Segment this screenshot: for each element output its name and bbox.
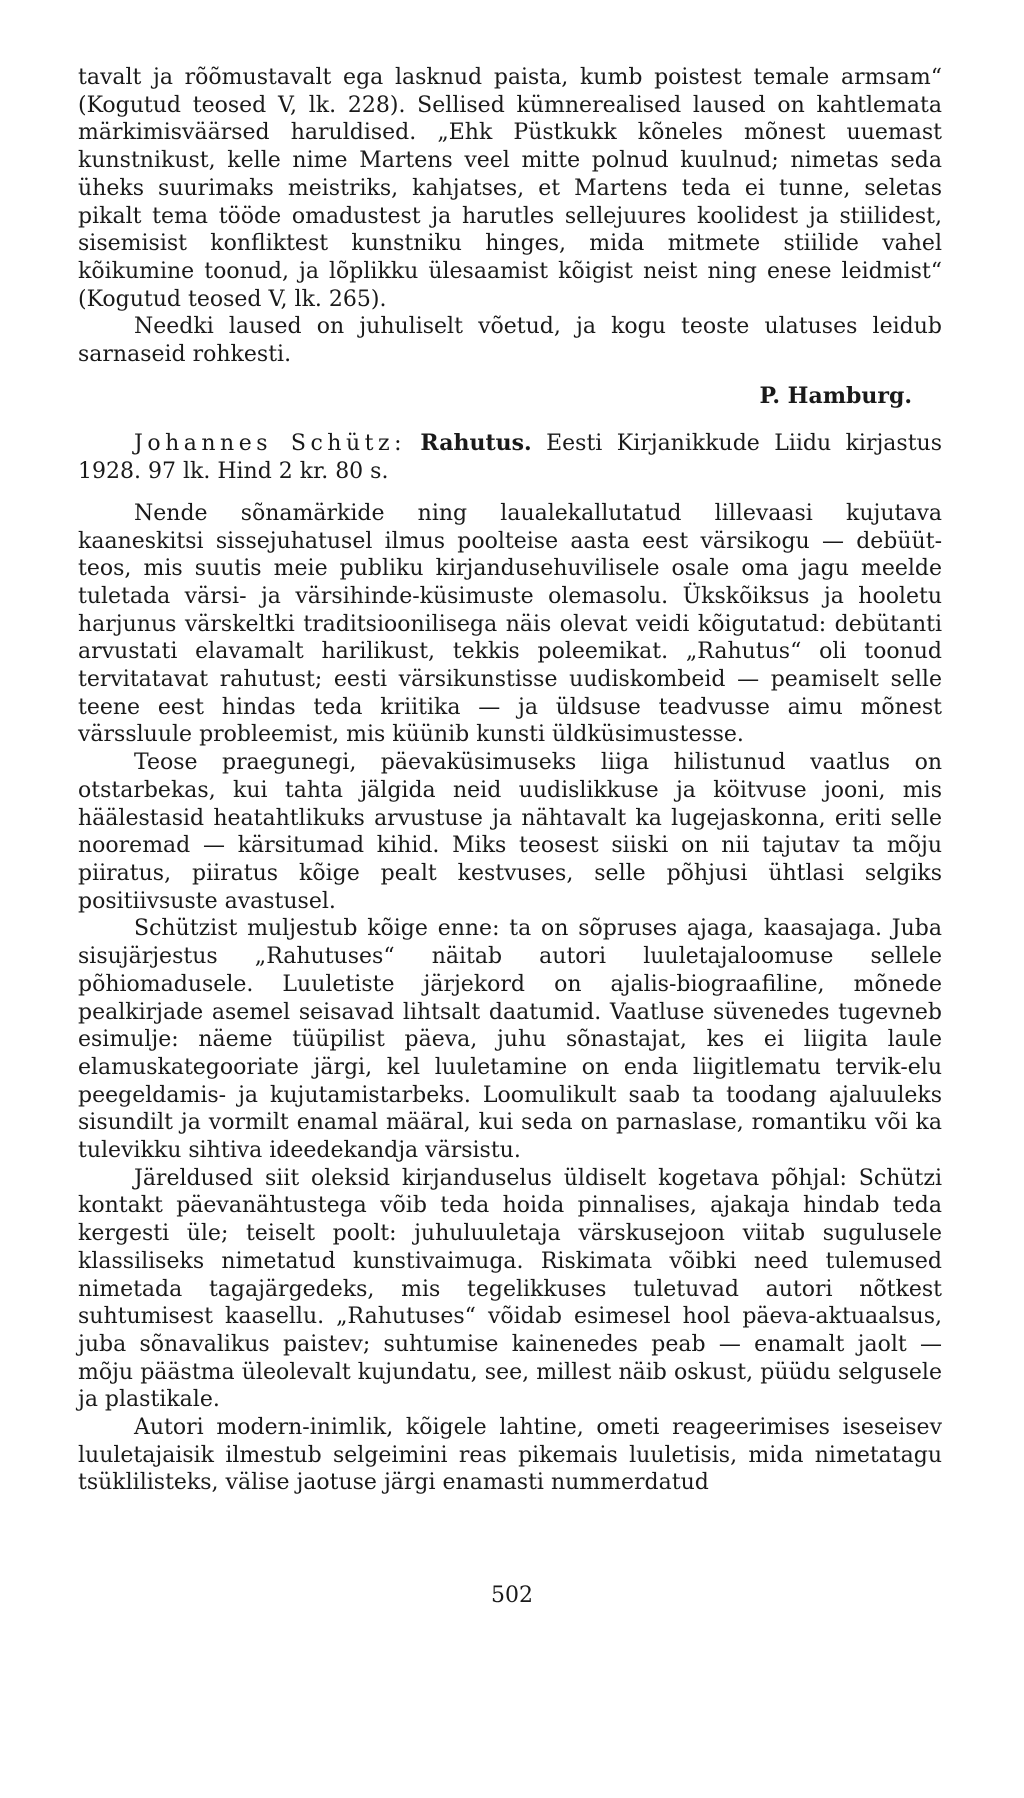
page-number: 502 — [491, 1583, 533, 1608]
signature: P. Hamburg. — [759, 382, 912, 409]
body-paragraph: Autori modern-inimlik, kõigele lahtine, ometi reageerimises iseseisev luuletajaisik ilmestub selgeimini reas pikemais luuletisis, mida nimetatagu tsüklilisteks, välise jaotuse järgi enamasti nummerdatud — [78, 1415, 942, 1496]
review-details: Eesti Kirjanikkude Liidu kirjastus 1928. 97 lk. Hind 2 kr. 80 s. — [78, 431, 942, 485]
review-heading — [78, 430, 942, 485]
body-paragraph: Järeldused siit oleksid kirjanduselus üldiselt kogetava põhjal: Schützi kontakt päevanähtustega võib teda hoida pinnalises, ajakaja hindab teda kergesti üle; teiselt poolt: juhuluuletaja värskusejoon viitab sugulusele klassiliseks nimetatud kunstivaimuga. Riskimata võibki need tulemused nimetada tagajärgedeks, mis tegelikkuses tuletuvad autori nõtkest suhtumisest kaasellu. „Rahutuses“ võidab esimesel hool päeva-aktuaalsus, juba sõnavalikus paistev; suhtumise kainenedes peab — enamalt jaolt — mõju päästma üleolevalt kujundatu, see, millest näib oskust, püüdu selgusele ja plastikale. — [78, 1165, 942, 1413]
document-page — [78, 64, 942, 1497]
body-paragraph: Teose praegunegi, päevaküsimuseks liiga hilistunud vaatlus on otstarbekas, kui tahta jälgida neid uudislikkuse ja köitvuse jooni, mis häälestasid heatahtlikuks arvustuse ja nähtavalt ka lugejaskonna, eriti selle nooremad — kärsitumad kihid. Miks teosest siiski on nii tajutav ta mõju piiratus, piiratus kõige pealt kestvuses, selle põhjusi ühtlasi selgiks positiivsuste avastusel. — [78, 750, 942, 914]
body-paragraph: Nende sõnamärkide ning laualekallutatud lillevaasi kujutava kaaneskitsi sissejuhatusel ilmus poolteise aasta eest värsikogu — debüüt-teos, mis suutis meie publiku kirjandusehuvilisele osale oma jagu meelde tuletada värsi- ja värsihinde-küsimuste olemasolu. Ükskõiksus ja hooletu harjunus värskeltki traditsioonilisega näis olevat veidi kõigutatud: debütanti arvustati elavamalt harilikust, tekkis poleemikat. „Rahutus“ oli toonud tervitatavat rahutust; eesti värsikunstisse uudiskombeid — peamiselt selle teene eest hindas teda kriitika — ja üldsuse teadvusse aimu mõnest värssluule probleemist, mis küünib kunsti üldküsimustesse. — [78, 500, 942, 748]
body-paragraph: Schützist muljestub kõige enne: ta on sõpruses ajaga, kaasajaga. Juba sisujärjestus „Rahutuses“ näitab autori luuletajaloomuse sellele põhiomadusele. Luuletiste järjekord on ajalis-biograafiline, mõnede pealkirjade asemel seisavad lihtsalt daatumid. Vaatluse süvenedes tugevneb esimulje: näeme tüüpilist päeva, juhu sõnastajat, kes ei liigita laule elamuskategooriate järgi, kel luuletamine on enda liigitlematu tervik-elu peegeldamis- ja kujutamistarbeks. Loomulikult saab ta toodang ajaluuleks sisundilt ja vormilt enamal määral, kui seda on parnaslase, romantiku või ka tulevikku sihtiva ideedekandja värsistu. — [78, 916, 942, 1164]
continuation-paragraph: tavalt ja rõõmustavalt ega lasknud paista, kumb poistest temale armsam“ (Kogutud teosed V, lk. 228). Sellised kümnerealised laused on kahtlemata märkimisväärsed haruldised. „Ehk Püstkukk kõneles mõnest uuemast kunstnikust, kelle nime Martens veel mitte polnud kuulnud; nimetas seda üheks suurimaks meistriks, kahjatses, et Martens teda ei tunne, seletas pikalt tema tööde omadustest ja harutles sellejuures koolidest ja stiilidest, sisemisist konfliktest kunstniku hinges, mida mitmete stiilide vahel kõikumine toonud, ja lõplikku ülesaamist kõigist neist ning enese leidmist“ (Kogutud teosed V, lk. 265). — [78, 65, 942, 312]
closing-paragraph: Needki laused on juhuliselt võetud, ja kogu teoste ulatuses leidub sarnaseid rohkesti. — [78, 314, 942, 368]
review-author: Johannes Schütz: — [134, 431, 406, 457]
review-title: Rahutus. — [420, 430, 532, 457]
